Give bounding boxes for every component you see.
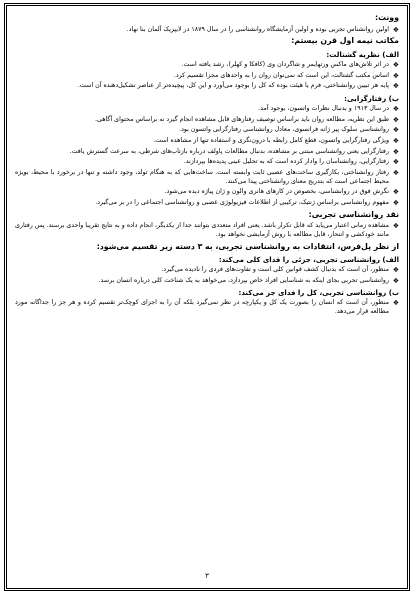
bullet-icon: ❖ [392,168,399,177]
partial-list [15,266,399,285]
bullet-icon: ❖ [392,299,399,308]
list-item: ❖ منظور، آن است که بدنبال کشف قوانین کلی است و تفاوت‌های فردی را نادیده می‌گیرد. [161,266,399,275]
list-item: ❖ منظور، آن است که انسان را بصورت یک کل و یکپارچه در نظر نمی‌گیرد بلکه آن را به اجزای کوچک‌تر تقسیم کرده و هر جز را جداگانه مورد مطالعه قرار می‌دهد. [15,299,399,315]
bullet-icon: ❖ [392,82,399,91]
list-item: ❖ پایه هر تبیین روانشناختی، فرم یا هیئت بوده که کل را بوجود می‌آورد و این کل، پیچیده‌تر از عناصر تشکیل‌دهنده آن است. [77,82,399,91]
bullet-icon: ❖ [392,199,399,207]
partial-heading: الف) روانشناسی تجربی، جزئی را فدای کلی می‌کند: [218,255,399,264]
bullet-icon: ❖ [392,25,399,34]
bullet-icon: ❖ [392,115,399,124]
bullet-icon: ❖ [392,71,399,80]
list-item: ❖ مشاهده زمانی اعتبار می‌یابد که قابل تکرار باشد. یعنی افراد متعددی بتوانند جدا از یکدیگر، انجام داده و به نتایج تقریبا واحدی برسند. پس رفتاری مانند خودکشی و انتحار، قابل مطالعه با روش آزمایشی نخواهد بود. [15,222,399,239]
behaviorism-list [15,105,399,208]
document-page [4,3,410,591]
bullet-icon: ❖ [392,276,399,285]
list-item: ❖ اساس مکتب گشتالت، این است که نمی‌توان روان را به واحدهای مجزا تقسیم کرد. [173,71,399,80]
whole-list [15,299,399,316]
list-item: ❖ روانشناسی سلوک پیر ژانه فرانسوی، معادل روانشناسی رفتارگرایی واتسون بود. [179,126,399,135]
list-item: ❖ طبق این نظریه، مطالعه روان باید براساس توصیف رفتارهای قابل مشاهده انجام گیرد نه براساس محتوای آگاهی. [94,115,399,124]
gestalt-heading: الف) نظریه گشتالت: [326,50,399,60]
bullet-icon: ❖ [392,266,399,275]
list-item: ❖ مفهوم روانشناسی براساس ژنتیک، ترکیبی از اطلاعات فیزیولوژی عصبی و روانشناسی اجتماعی را در بر می‌گیرد. [95,199,399,207]
critique-list [15,222,399,239]
list-item: ❖ رفتارگرایی یعنی روانشناسی مبتنی بر مشاهده، بدنبال مطالعات پاولف درباره بازتاب‌های شرطی، به سرعت گسترش یافت. [69,147,399,156]
list-item: ❖ روانشناسی تجربی بجای اینکه به شناسایی افراد خاص بپردازد، می‌خواهد به یک شناخت کلی درباره انسان برسد. [98,276,399,285]
list-item: ❖ ویژگی رفتارگرایی واتسون، قطع کامل رابطه با درون‌نگری و استفاده تنها از مشاهده است. [153,136,399,145]
behaviorism-heading: ب) رفتارگرایی: [344,94,399,104]
list-item: ❖ رفتار روانشناختی، بکارگیری ساخت‌های عصبی ثابت وابسته است. ساخت‌هایی که به هنگام تولد، وجود داشته و تنها در برخورد با محیط، بویژه محیط اجتماعی است که بتدریج معنای روانشناختی پیدا می‌کنند. [15,168,399,185]
list-item: ❖ در اثر تلاش‌های ماکس ورتهایمر و شاگردان وی (کافکا و کهلر)، رشد یافته است. [181,60,399,69]
list-item: ❖ رفتارگرایی، روانشناسان را وادار کرده است که به تحلیل عینی پدیده‌ها بپردازند. [183,158,399,167]
bullet-icon: ❖ [392,147,399,156]
intro-heading: وونت: [375,13,399,22]
bullet-icon: ❖ [392,188,399,197]
list-item: ❖ در سال ۱۹۱۳ و بدنبال نظرات واتسون، بوجود آمد. [258,104,399,113]
critique-heading: نقد روانشناسی تجربی: [308,209,399,219]
bullet-icon: ❖ [392,136,399,145]
schools-heading: مکاتب نیمه اول قرن بیستم: [291,36,399,46]
page-number: ۳ [205,572,209,581]
bullet-icon: ❖ [392,104,399,113]
divisions-heading: از نظر پل‌فرس، انتقادات به روانشناسی تجربی، به ۳ دسته زیر تقسیم می‌شود: [96,241,399,251]
gestalt-list [15,61,399,91]
bullet-icon: ❖ [392,222,399,231]
list-item: ❖ نگرش فوق در روانشناسی، بخصوص در کارهای هانری والون و ژان پیاژه دیده می‌شود. [164,188,399,197]
bullet-icon: ❖ [392,126,399,135]
intro-list [15,26,399,35]
bullet-icon: ❖ [392,158,399,167]
whole-heading: ب) روانشناسی تجربی، کل را فدای جز می‌کند: [238,288,399,297]
bullet-icon: ❖ [392,60,399,69]
list-item: ❖ اولین روانشناس تجربی بوده و اولین آزمایشگاه روانشناسی را در سال ۱۸۷۹ در لایپزیک آلمان بنا نهاد. [126,25,399,34]
